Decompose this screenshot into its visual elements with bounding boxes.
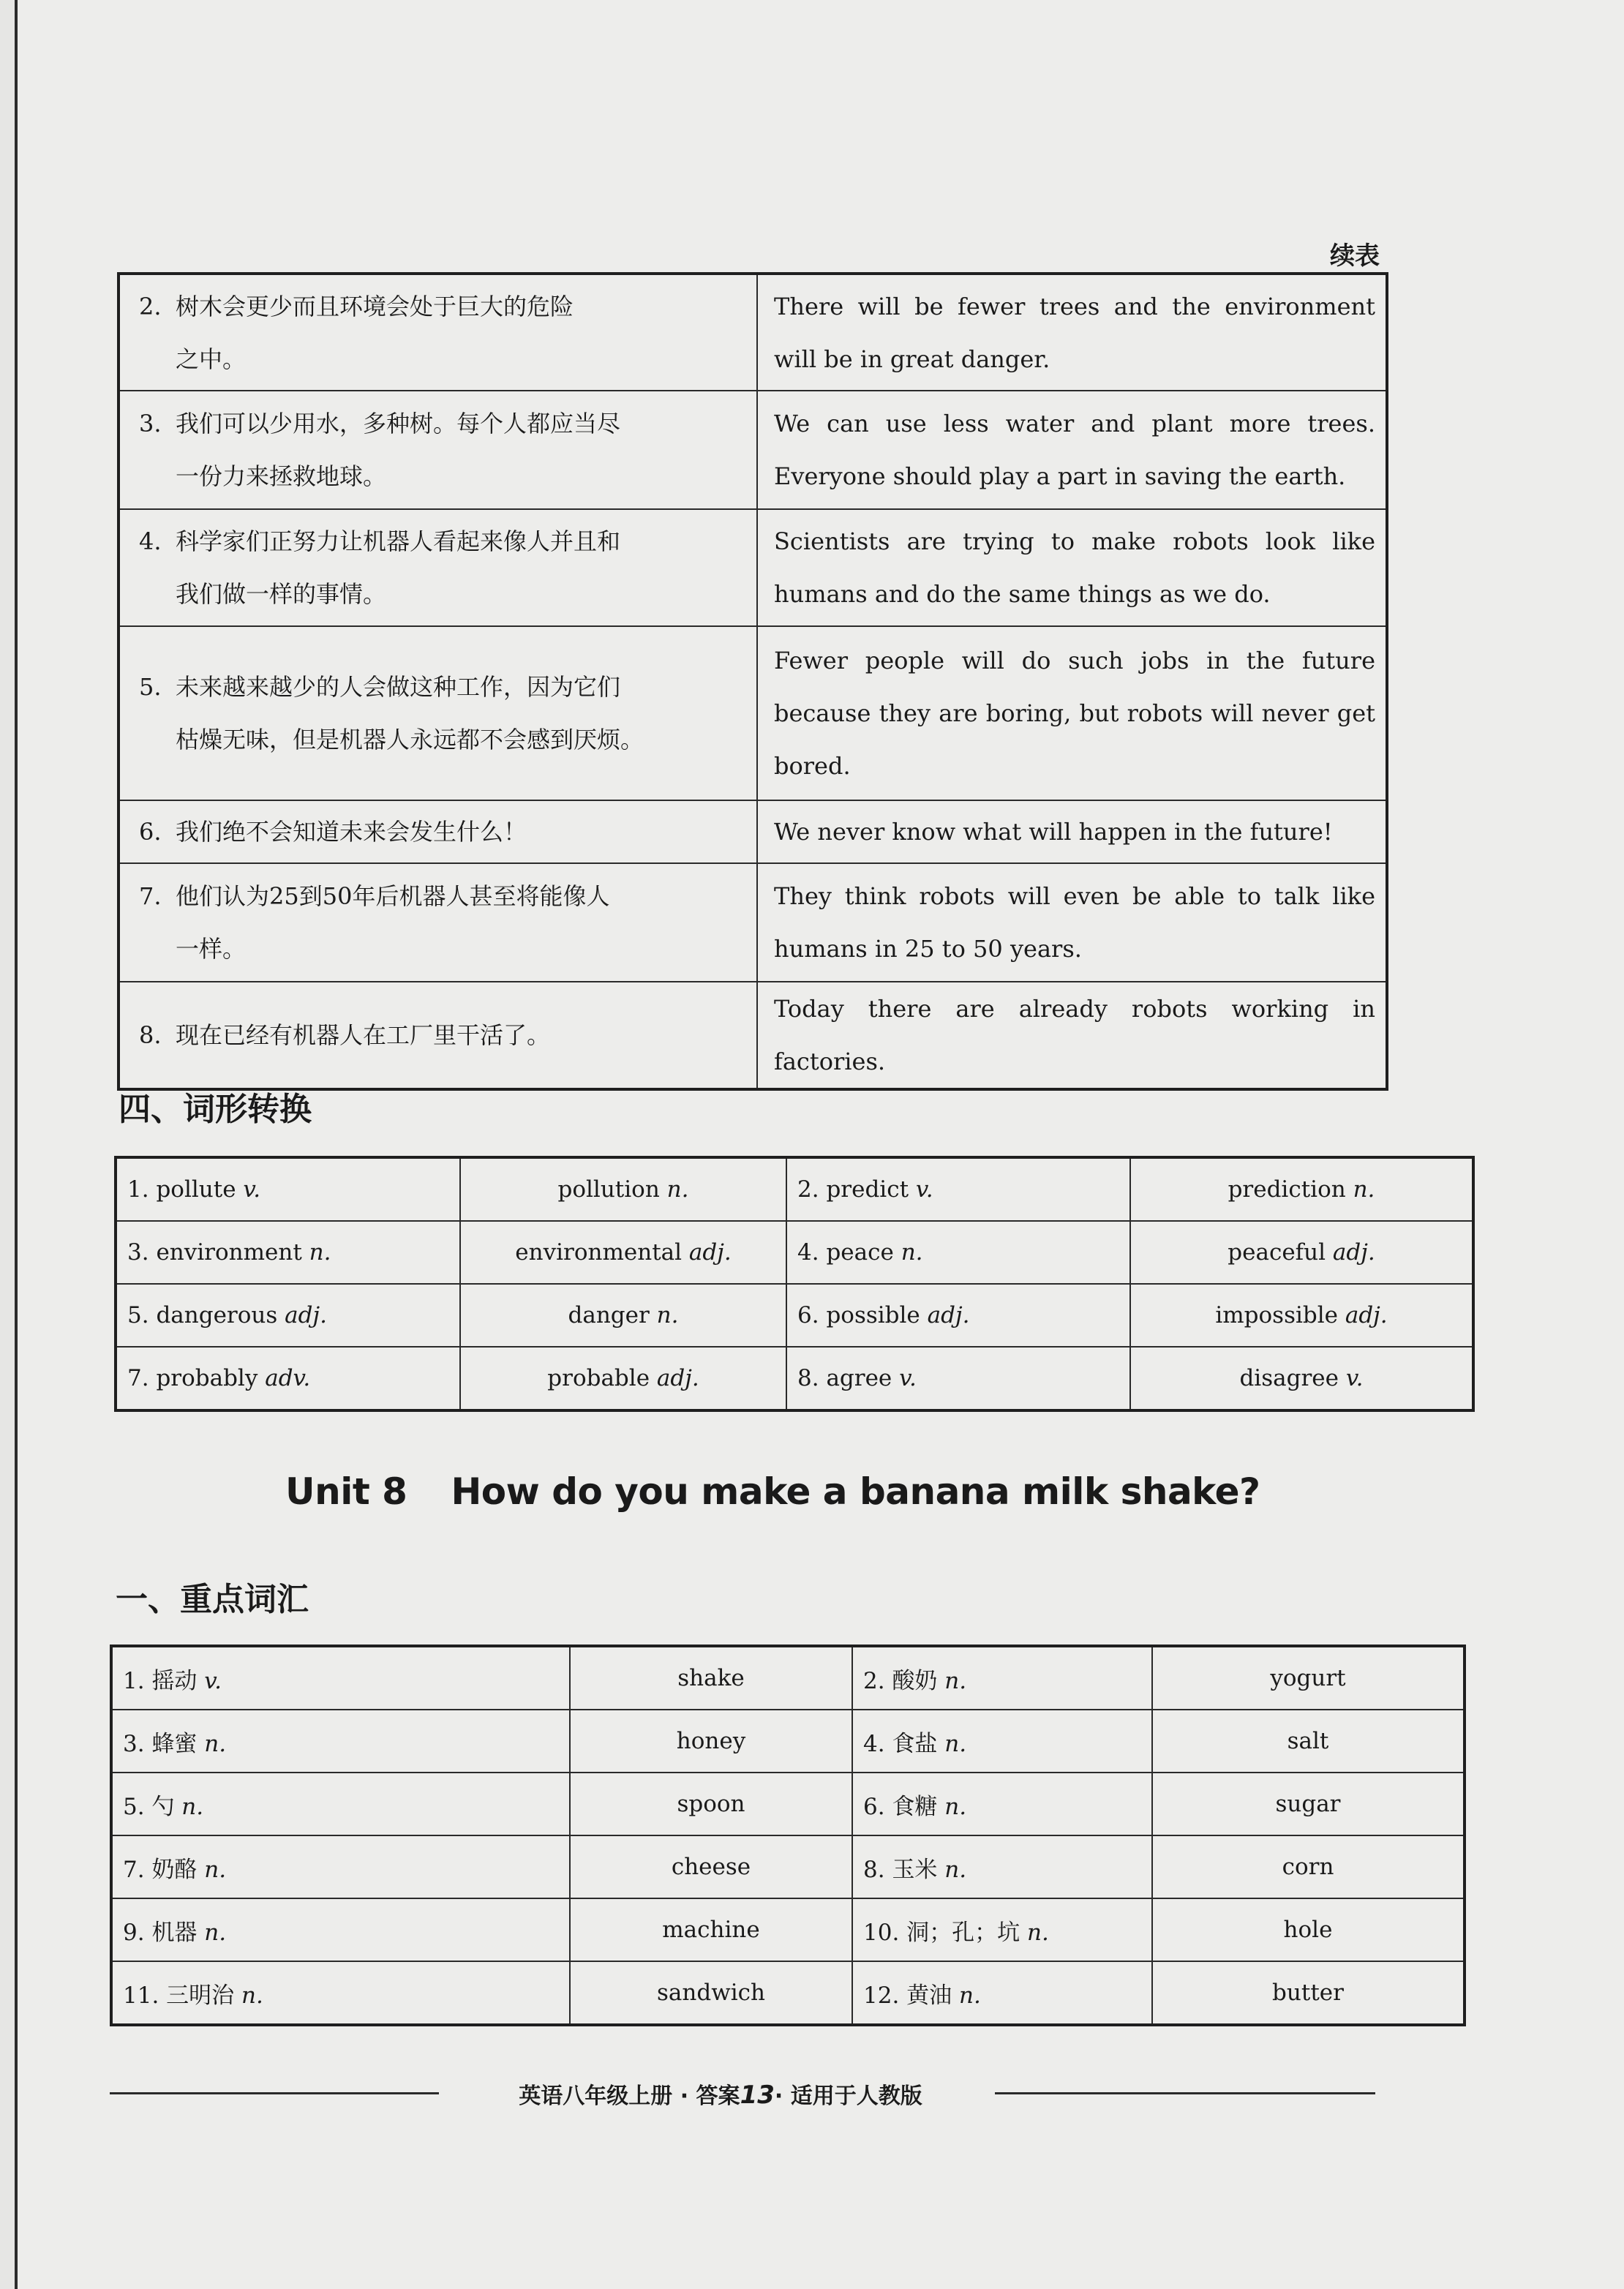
part-of-speech: v. — [243, 1176, 261, 1203]
word-form-table — [114, 1156, 1475, 1412]
chinese-sentence: 树木会更少而且环境会处于巨大的危险 — [176, 292, 574, 320]
chinese-sentence-cont: 一样。 — [176, 935, 247, 963]
part-of-speech: n. — [204, 1919, 227, 1946]
part-of-speech: n. — [901, 1239, 923, 1266]
english-translation: We never know what will happen in the future! — [757, 800, 1387, 863]
word-form-row — [116, 1221, 1473, 1284]
part-of-speech: n. — [656, 1302, 679, 1328]
word-form-cell — [116, 1157, 460, 1221]
item-number: 11. — [123, 1982, 159, 2009]
chinese-term: 洞；孔；坑 — [906, 1919, 1020, 1946]
english-translation: Today there are already robots working in factories. — [757, 982, 1387, 1089]
vocab-cell — [1152, 1835, 1465, 1898]
word-form-row — [116, 1347, 1473, 1410]
word-form-cell — [786, 1284, 1130, 1347]
english-word: salt — [1287, 1728, 1329, 1754]
unit-title — [285, 1470, 1260, 1513]
vocab-row — [111, 1961, 1465, 2025]
word-form-row — [116, 1157, 1473, 1221]
word-form-cell — [116, 1347, 460, 1410]
derived-word: prediction — [1228, 1176, 1346, 1203]
item-number: 2. — [139, 292, 162, 320]
word-form-cell — [1130, 1157, 1473, 1221]
item-number: 2. — [797, 1176, 819, 1203]
part-of-speech: adj. — [285, 1302, 327, 1328]
word-form-cell — [786, 1347, 1130, 1410]
item-number: 1. — [127, 1176, 149, 1203]
english-word: sugar — [1275, 1791, 1341, 1817]
part-of-speech: n. — [241, 1982, 263, 2009]
word-form-cell — [460, 1157, 786, 1221]
page-number: 13 — [740, 2081, 775, 2110]
chinese-sentence: 我们绝不会知道未来会发生什么！ — [176, 818, 527, 846]
translation-row — [119, 626, 1387, 800]
item-number: 4. — [139, 527, 162, 555]
vocab-cell — [570, 1710, 852, 1773]
item-number: 7. — [123, 1856, 145, 1883]
vocab-cell — [111, 1773, 570, 1835]
chinese-sentence: 科学家们正努力让机器人看起来像人并且和 — [176, 527, 621, 555]
english-word: yogurt — [1270, 1665, 1346, 1691]
chinese-sentence-cont: 之中。 — [176, 345, 247, 373]
english-word: shake — [677, 1665, 745, 1691]
item-number: 7. — [127, 1365, 149, 1391]
vocab-row — [111, 1710, 1465, 1773]
chinese-term: 食盐 — [892, 1730, 938, 1757]
item-number: 9. — [123, 1919, 145, 1946]
vocab-cell — [570, 1898, 852, 1961]
continued-label: 续表 — [1330, 241, 1380, 271]
translation-row — [119, 863, 1387, 982]
part-of-speech: n. — [181, 1793, 204, 1820]
footer-rule-left — [110, 2092, 439, 2094]
vocab-table — [110, 1645, 1466, 2026]
english-translation: Scientists are trying to make robots look like humans and do the same things as we do. — [757, 509, 1387, 626]
part-of-speech: v. — [1345, 1365, 1364, 1391]
chinese-term: 勺 — [151, 1793, 175, 1820]
translation-row — [119, 509, 1387, 626]
item-number: 3. — [139, 410, 162, 437]
english-word: machine — [662, 1917, 760, 1943]
part-of-speech: n. — [944, 1730, 967, 1757]
vocab-row — [111, 1773, 1465, 1835]
english-translation: Fewer people will do such jobs in the future because they are boring, but robots will never get bored. — [757, 626, 1387, 800]
base-word: peace — [826, 1239, 894, 1266]
part-of-speech: adj. — [656, 1365, 699, 1391]
chinese-sentence-cont: 我们做一样的事情。 — [176, 580, 387, 608]
chinese-sentence-cell — [119, 509, 757, 626]
part-of-speech: n. — [309, 1239, 331, 1266]
part-of-speech: n. — [204, 1730, 227, 1757]
base-word: possible — [826, 1302, 920, 1328]
part-of-speech: v. — [204, 1667, 222, 1694]
vocab-cell — [1152, 1773, 1465, 1835]
derived-word: probable — [547, 1365, 650, 1391]
part-of-speech: n. — [944, 1856, 967, 1883]
item-number: 6. — [139, 818, 162, 846]
vocab-row — [111, 1898, 1465, 1961]
english-translation: There will be fewer trees and the environment will be in great danger. — [757, 274, 1387, 391]
footer-book: 英语八年级上册 · 答案 — [519, 2083, 740, 2109]
vocab-cell — [111, 1710, 570, 1773]
footer-rule-right — [995, 2092, 1375, 2094]
word-form-cell — [116, 1221, 460, 1284]
chinese-term: 三明治 — [166, 1982, 235, 2009]
chinese-sentence-cont: 一份力来拯救地球。 — [176, 462, 387, 490]
unit-heading: How do you make a banana milk shake? — [451, 1470, 1260, 1513]
chinese-term: 黄油 — [906, 1982, 952, 2009]
derived-word: environmental — [515, 1239, 683, 1266]
unit-label: Unit 8 — [285, 1470, 407, 1513]
footer-edition: · 适用于人教版 — [774, 2083, 922, 2109]
section-4-heading: 四、词形转换 — [119, 1091, 312, 1128]
page-footer — [110, 2078, 1375, 2110]
translation-row — [119, 800, 1387, 863]
item-number: 4. — [797, 1239, 819, 1266]
english-word: butter — [1272, 1980, 1344, 2006]
chinese-term: 摇动 — [151, 1667, 198, 1694]
chinese-term: 蜂蜜 — [151, 1730, 198, 1757]
chinese-sentence-cell — [119, 391, 757, 509]
word-form-row — [116, 1284, 1473, 1347]
vocab-cell — [570, 1961, 852, 2025]
derived-word: disagree — [1239, 1365, 1339, 1391]
vocab-cell — [852, 1898, 1152, 1961]
chinese-term: 玉米 — [892, 1856, 938, 1883]
chinese-term: 机器 — [151, 1919, 198, 1946]
part-of-speech: n. — [944, 1793, 967, 1820]
vocab-cell — [570, 1835, 852, 1898]
vocab-cell — [852, 1835, 1152, 1898]
vocab-cell — [111, 1898, 570, 1961]
part-of-speech: adj. — [1332, 1239, 1375, 1266]
vocab-cell — [1152, 1646, 1465, 1710]
word-form-cell — [116, 1284, 460, 1347]
base-word: agree — [826, 1365, 892, 1391]
part-of-speech: adj. — [927, 1302, 970, 1328]
word-form-cell — [1130, 1347, 1473, 1410]
part-of-speech: n. — [1027, 1919, 1049, 1946]
english-word: sandwich — [657, 1980, 765, 2006]
vocab-cell — [852, 1710, 1152, 1773]
chinese-sentence: 他们认为25到50年后机器人甚至将能像人 — [176, 882, 610, 910]
derived-word: impossible — [1215, 1302, 1338, 1328]
derived-word: pollution — [557, 1176, 660, 1203]
chinese-sentence-cell — [119, 274, 757, 391]
part-of-speech: n. — [666, 1176, 689, 1203]
item-number: 7. — [139, 882, 162, 910]
item-number: 6. — [797, 1302, 819, 1328]
item-number: 10. — [863, 1919, 900, 1946]
part-of-speech: n. — [944, 1667, 967, 1694]
word-form-cell — [786, 1157, 1130, 1221]
chinese-sentence: 未来越来越少的人会做这种工作，因为它们 — [176, 673, 621, 701]
item-number: 5. — [139, 673, 162, 701]
item-number: 4. — [863, 1730, 885, 1757]
word-form-cell — [460, 1284, 786, 1347]
english-word: hole — [1283, 1917, 1333, 1943]
chinese-sentence: 现在已经有机器人在工厂里干活了。 — [176, 1021, 551, 1049]
vocab-cell — [1152, 1710, 1465, 1773]
chinese-sentence-cell — [119, 800, 757, 863]
word-form-cell — [460, 1347, 786, 1410]
english-word: corn — [1282, 1854, 1334, 1880]
part-of-speech: n. — [1353, 1176, 1375, 1203]
item-number: 6. — [863, 1793, 885, 1820]
item-number: 2. — [863, 1667, 885, 1694]
part-of-speech: n. — [204, 1856, 227, 1883]
chinese-term: 食糖 — [892, 1793, 938, 1820]
part-of-speech: v. — [915, 1176, 933, 1203]
vocab-cell — [570, 1773, 852, 1835]
part-of-speech: v. — [899, 1365, 917, 1391]
chinese-sentence-cont: 枯燥无味，但是机器人永远都不会感到厌烦。 — [176, 726, 644, 753]
translation-table — [117, 272, 1388, 1091]
base-word: dangerous — [156, 1302, 278, 1328]
vocab-cell — [852, 1773, 1152, 1835]
english-translation: They think robots will even be able to talk like humans in 25 to 50 years. — [757, 863, 1387, 982]
item-number: 8. — [139, 1021, 162, 1049]
chinese-term: 酸奶 — [892, 1667, 938, 1694]
item-number: 1. — [123, 1667, 145, 1694]
chinese-sentence-cell — [119, 863, 757, 982]
vocab-cell — [852, 1646, 1152, 1710]
translation-row — [119, 391, 1387, 509]
translation-row — [119, 274, 1387, 391]
chinese-sentence: 我们可以少用水，多种树。每个人都应当尽 — [176, 410, 621, 437]
english-word: spoon — [677, 1791, 745, 1817]
part-of-speech: n. — [959, 1982, 981, 2009]
vocab-cell — [852, 1961, 1152, 2025]
item-number: 5. — [123, 1793, 145, 1820]
chinese-sentence-cell — [119, 982, 757, 1089]
word-form-cell — [460, 1221, 786, 1284]
part-of-speech: adv. — [265, 1365, 311, 1391]
vocab-row — [111, 1835, 1465, 1898]
part-of-speech: adj. — [1345, 1302, 1388, 1328]
english-word: cheese — [671, 1854, 751, 1880]
vocab-cell — [1152, 1898, 1465, 1961]
vocab-cell — [1152, 1961, 1465, 2025]
footer-text — [454, 2078, 988, 2110]
english-translation: We can use less water and plant more trees. Everyone should play a part in saving the earth. — [757, 391, 1387, 509]
chinese-sentence-cell — [119, 626, 757, 800]
item-number: 8. — [797, 1365, 819, 1391]
base-word: predict — [826, 1176, 909, 1203]
part-of-speech: adj. — [688, 1239, 732, 1266]
derived-word: peaceful — [1228, 1239, 1326, 1266]
item-number: 5. — [127, 1302, 149, 1328]
base-word: pollute — [156, 1176, 236, 1203]
word-form-cell — [1130, 1221, 1473, 1284]
base-word: probably — [156, 1365, 258, 1391]
english-word: honey — [676, 1728, 746, 1754]
word-form-cell — [786, 1221, 1130, 1284]
chinese-term: 奶酪 — [151, 1856, 198, 1883]
derived-word: danger — [568, 1302, 650, 1328]
vocab-row — [111, 1646, 1465, 1710]
vocab-cell — [111, 1835, 570, 1898]
word-form-cell — [1130, 1284, 1473, 1347]
vocab-cell — [111, 1961, 570, 2025]
vocab-cell — [111, 1646, 570, 1710]
item-number: 12. — [863, 1982, 900, 2009]
base-word: environment — [156, 1239, 302, 1266]
section-1-heading: 一、重点词汇 — [116, 1581, 309, 1618]
item-number: 3. — [123, 1730, 145, 1757]
vocab-cell — [570, 1646, 852, 1710]
item-number: 3. — [127, 1239, 149, 1266]
item-number: 8. — [863, 1856, 885, 1883]
translation-row — [119, 982, 1387, 1089]
